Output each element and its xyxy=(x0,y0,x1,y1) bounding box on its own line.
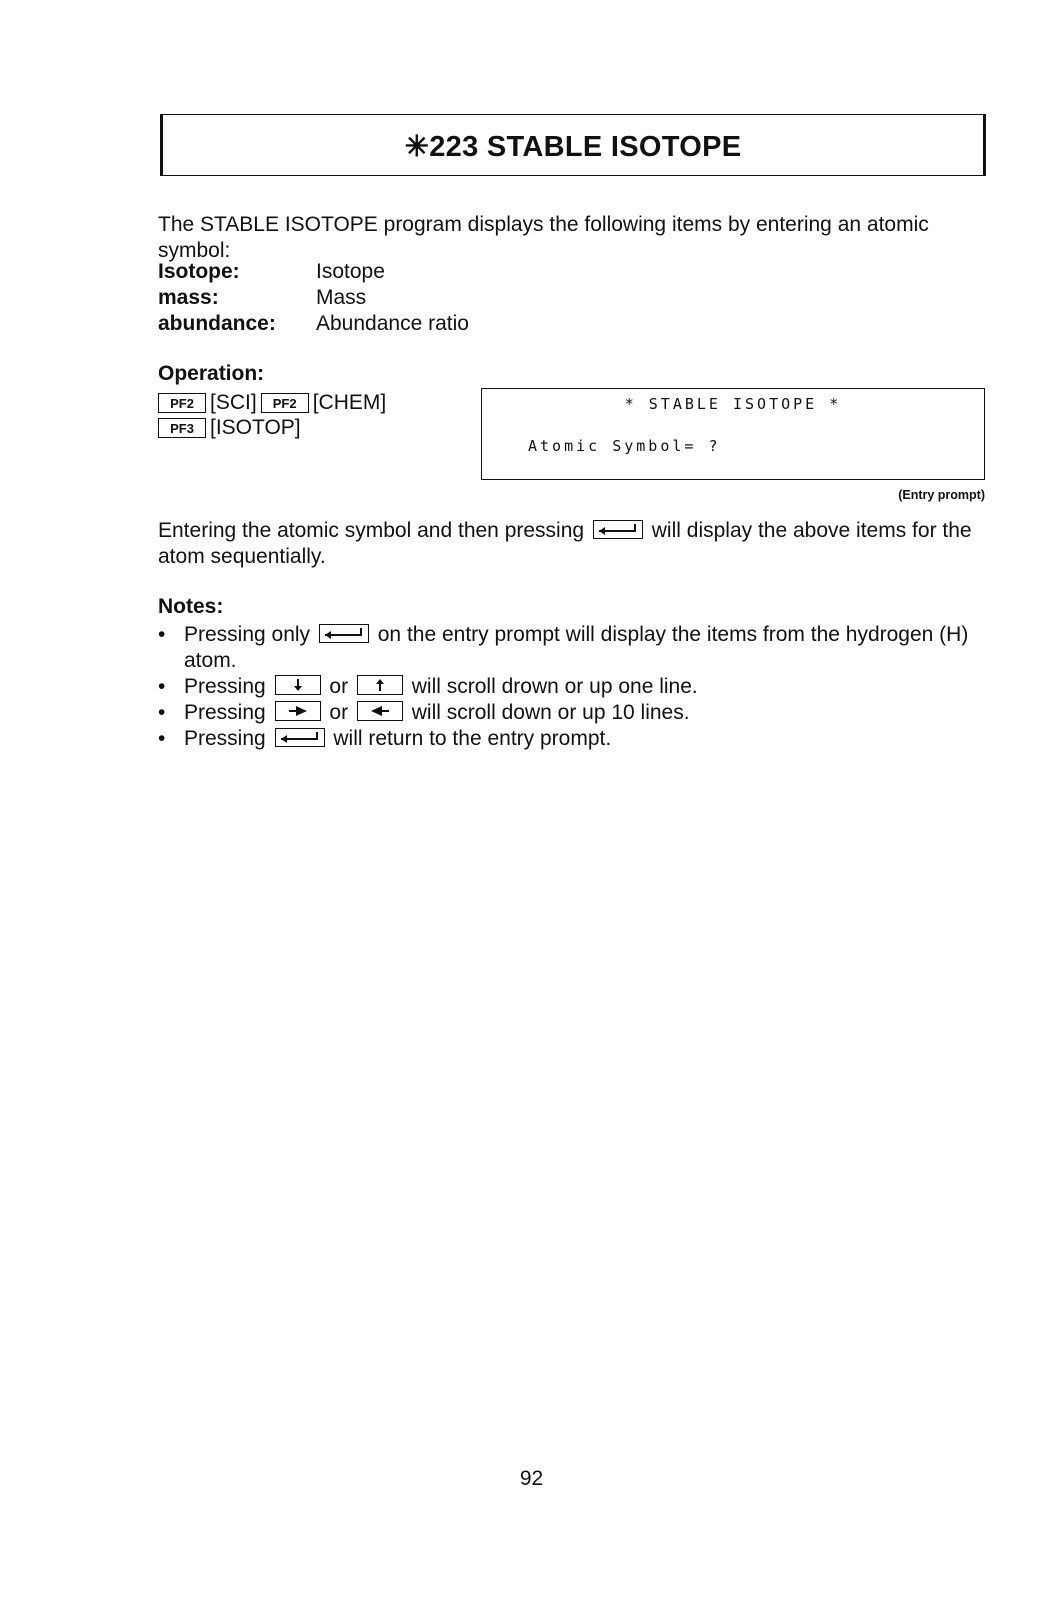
item-key: Isotope: xyxy=(158,260,240,283)
isotop-label: [ISOTOP] xyxy=(210,416,301,439)
section-title: ✳223 STABLE ISOTOPE xyxy=(404,131,742,163)
item-value: Isotope xyxy=(316,260,385,283)
pf3-key: PF3 xyxy=(158,418,206,438)
note-text: on the entry prompt will display the items from the hydrogen (H) atom. xyxy=(184,623,969,672)
up-arrow-key-icon xyxy=(357,675,403,695)
item-row-abundance xyxy=(158,311,469,337)
note-item xyxy=(158,674,978,700)
item-row-isotope xyxy=(158,259,469,285)
note-text: Pressing only xyxy=(184,623,311,646)
operation-title: Operation: xyxy=(158,362,265,385)
enter-key-icon xyxy=(593,520,643,539)
left-triangle-key-icon xyxy=(357,701,403,721)
entering-paragraph xyxy=(158,518,978,570)
item-key: mass: xyxy=(158,286,219,309)
item-value: Mass xyxy=(316,286,367,309)
pf2-key: PF2 xyxy=(261,393,309,413)
screen-title: * STABLE ISOTOPE * xyxy=(624,395,842,413)
operation-line-2 xyxy=(158,416,301,440)
note-text: Pressing xyxy=(184,675,266,698)
note-item xyxy=(158,726,978,752)
item-value: Abundance ratio xyxy=(316,312,469,335)
screen-caption: (Entry prompt) xyxy=(898,488,985,502)
note-item xyxy=(158,622,978,674)
right-triangle-key-icon xyxy=(275,701,321,721)
pf2-key: PF2 xyxy=(158,393,206,413)
intro-paragraph: The STABLE ISOTOPE program displays the following items by entering an atomic symbol: xyxy=(158,213,929,262)
note-text: will return to the entry prompt. xyxy=(333,727,612,750)
enter-key-icon xyxy=(275,728,325,747)
notes-list xyxy=(158,622,978,752)
note-text: will scroll down or up 10 lines. xyxy=(411,701,690,724)
items-list xyxy=(158,259,469,337)
sci-label: [SCI] xyxy=(210,391,257,414)
section-title-box xyxy=(160,114,986,176)
screen-prompt: Atomic Symbol= ? xyxy=(528,437,721,455)
operation-line-1 xyxy=(158,391,386,415)
page-number: 92 xyxy=(519,1467,544,1490)
notes-title: Notes: xyxy=(158,595,224,618)
note-text: or xyxy=(329,675,349,698)
item-key: abundance: xyxy=(158,312,276,335)
note-text: or xyxy=(329,701,349,724)
note-text: Pressing xyxy=(184,727,266,750)
item-row-mass xyxy=(158,285,469,311)
calculator-screen xyxy=(481,388,985,480)
enter-key-icon xyxy=(319,624,369,643)
entering-text-after: will display the above items for the atom sequentially. xyxy=(158,519,972,568)
entering-text-before: Entering the atomic symbol and then pressing xyxy=(158,519,585,542)
note-item xyxy=(158,700,978,726)
note-text: Pressing xyxy=(184,701,266,724)
chem-label: [CHEM] xyxy=(312,391,387,414)
note-text: will scroll drown or up one line. xyxy=(411,675,698,698)
down-arrow-key-icon xyxy=(275,675,321,695)
